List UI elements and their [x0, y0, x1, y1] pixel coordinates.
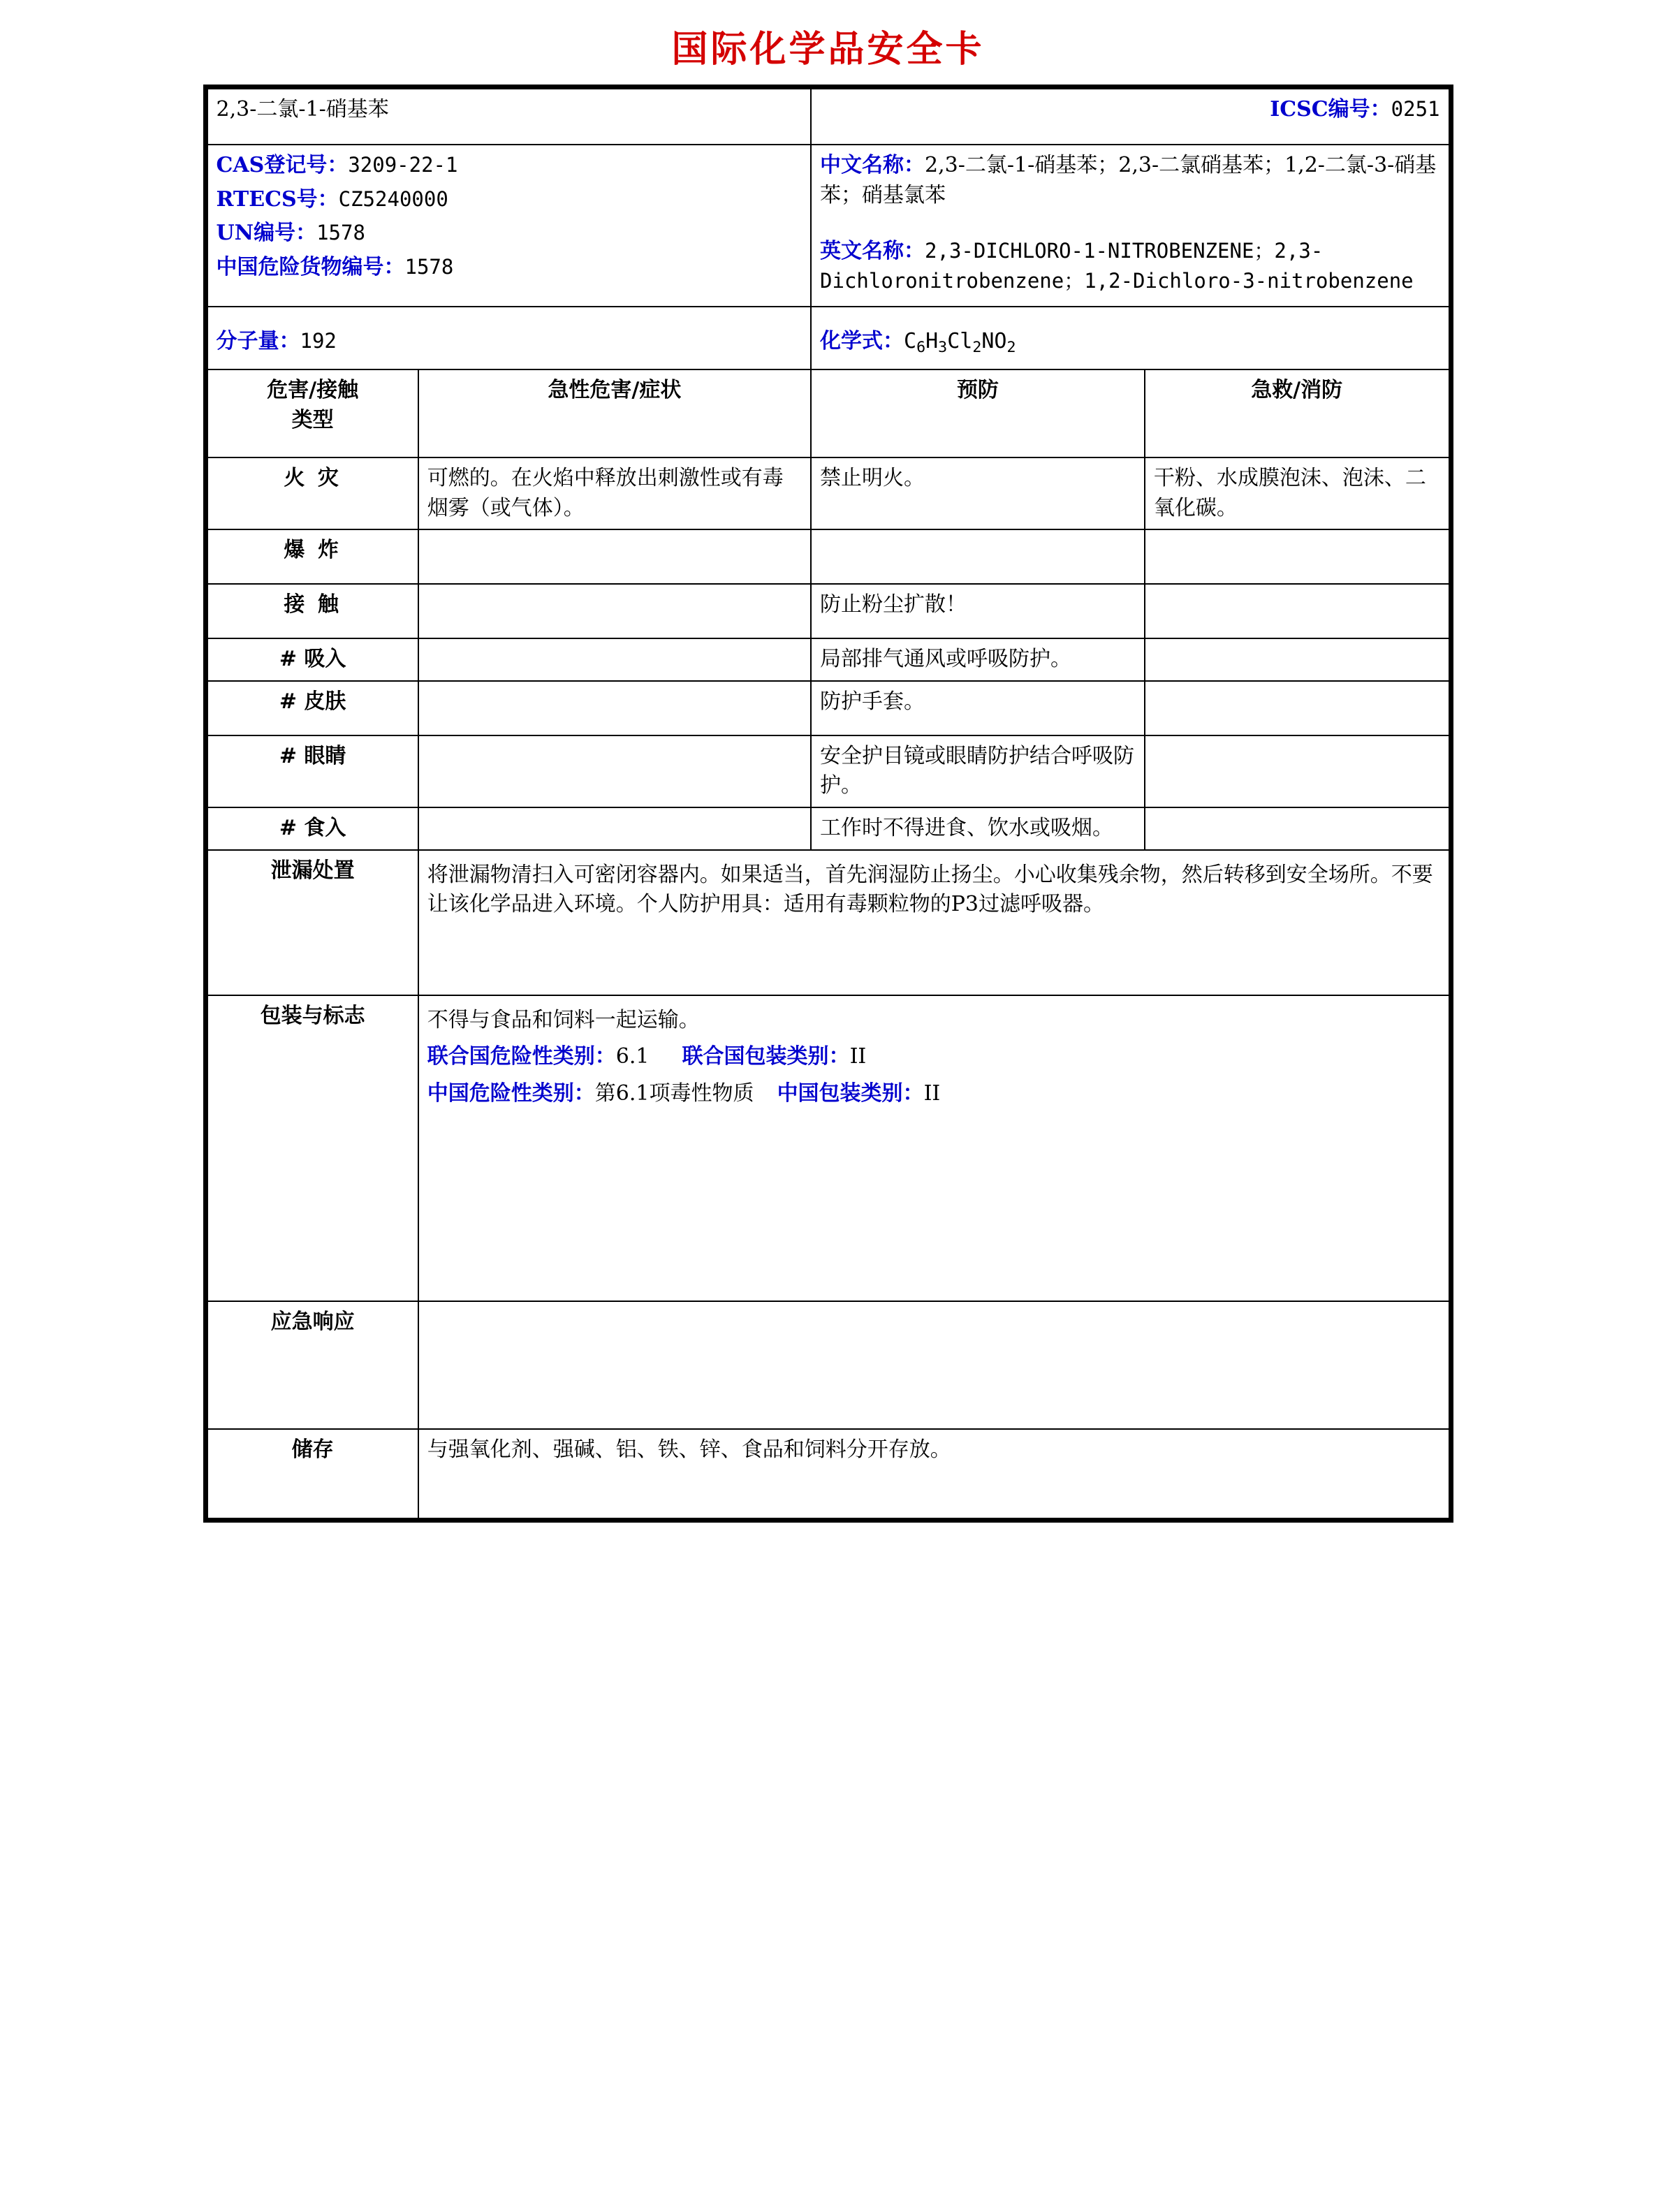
- emergency-text: [418, 1301, 1449, 1429]
- row-label-ingestion: # 食入: [207, 807, 418, 850]
- col-header-type-line1: 危害/接触: [267, 378, 359, 403]
- table-row: [207, 681, 1449, 735]
- eyes-prevention: 安全护目镜或眼睛防护结合呼吸防护。: [811, 735, 1145, 807]
- skin-prevention: 防护手套。: [811, 681, 1145, 735]
- exposure-prevention: 防止粉尘扩散！: [811, 584, 1145, 638]
- formula-cell: [811, 307, 1449, 369]
- packaging-row: [207, 995, 1449, 1301]
- icsc-table: [207, 88, 1450, 1519]
- cas-line: [217, 151, 803, 181]
- cn-danger-value: 1578: [404, 254, 454, 279]
- row-label-skin: # 皮肤: [207, 681, 418, 735]
- icsc-value: 0251: [1391, 97, 1440, 121]
- packaging-content: [418, 995, 1449, 1301]
- ingestion-firstaid: [1145, 807, 1449, 850]
- table-row: [207, 807, 1449, 850]
- row-label-emergency: 应急响应: [207, 1301, 418, 1429]
- col-header-prevention: 预防: [811, 369, 1145, 457]
- cn-pack-label: 中国包装类别：: [777, 1081, 924, 1106]
- cas-label: CAS登记号：: [216, 153, 349, 177]
- un-pack-value: II: [849, 1044, 867, 1069]
- row-label-packaging: 包装与标志: [207, 995, 418, 1301]
- row-label-spill: 泄漏处置: [207, 850, 418, 995]
- col-header-acute: 急性危害/症状: [418, 369, 811, 457]
- table-row: [207, 638, 1449, 681]
- eyes-firstaid: [1145, 735, 1449, 807]
- storage-row: [207, 1429, 1449, 1518]
- rtecs-label: RTECS号：: [216, 186, 339, 212]
- fire-acute: 可燃的。在火焰中释放出刺激性或有毒烟雾（或气体）。: [418, 457, 811, 529]
- spill-row: [207, 850, 1449, 995]
- skin-acute: [418, 681, 811, 735]
- explosion-prevention: [811, 529, 1145, 584]
- inhalation-firstaid: [1145, 638, 1449, 681]
- table-row: [207, 735, 1449, 807]
- rtecs-line: [217, 185, 803, 215]
- un-pack-label: 联合国包装类别：: [682, 1044, 850, 1069]
- exposure-acute: [418, 584, 811, 638]
- cn-danger-line: [217, 253, 803, 283]
- ingestion-acute: [418, 807, 811, 850]
- packaging-cn-line: [427, 1079, 1440, 1109]
- packaging-line1: 不得与食品和饲料一起运输。: [427, 1007, 700, 1032]
- un-hazard-label: 联合国危险性类别：: [427, 1044, 616, 1069]
- col-header-type-line2: 类型: [291, 407, 334, 432]
- substance-name: 2,3-二氯-1-硝基苯: [207, 89, 812, 145]
- row-label-eyes: # 眼睛: [207, 735, 418, 807]
- fire-prevention: 禁止明火。: [811, 457, 1145, 529]
- formula-row: [207, 307, 1449, 369]
- un-label: UN编号：: [216, 221, 317, 246]
- en-name-label: 英文名称：: [820, 239, 925, 264]
- storage-text: 与强氧化剂、强碱、铝、铁、锌、食品和饲料分开存放。: [418, 1429, 1449, 1518]
- identification-right: [811, 145, 1449, 307]
- emergency-row: [207, 1301, 1449, 1429]
- rtecs-value: CZ5240000: [338, 186, 448, 211]
- identification-row: [207, 145, 1449, 307]
- mw-value: 192: [300, 329, 337, 353]
- row-label-fire: 火 灾: [207, 457, 418, 529]
- explosion-acute: [418, 529, 811, 584]
- inhalation-acute: [418, 638, 811, 681]
- cn-hazard-value: 第6.1项毒性物质: [594, 1081, 754, 1106]
- cn-name-label: 中文名称：: [820, 153, 925, 177]
- molecular-weight-cell: [207, 307, 812, 369]
- cn-pack-value: II: [923, 1081, 941, 1106]
- icsc-label: ICSC编号：: [1270, 97, 1391, 122]
- icsc-card: [203, 85, 1453, 1523]
- eyes-acute: [418, 735, 811, 807]
- cn-hazard-label: 中国危险性类别：: [427, 1081, 595, 1106]
- ingestion-prevention: 工作时不得进食、饮水或吸烟。: [811, 807, 1145, 850]
- identification-left: [207, 145, 812, 307]
- skin-firstaid: [1145, 681, 1449, 735]
- cn-danger-label: 中国危险货物编号：: [216, 254, 405, 279]
- col-header-firstaid: 急救/消防: [1145, 369, 1449, 457]
- inhalation-prevention: 局部排气通风或呼吸防护。: [811, 638, 1145, 681]
- en-name-value: 2,3-DICHLORO-1-NITROBENZENE；2,3-Dichloronitrobenzene；1,2-Dichloro-3-nitrobenzene: [820, 239, 1414, 293]
- table-row: [207, 529, 1449, 584]
- table-row: [207, 457, 1449, 529]
- un-line: [217, 219, 803, 249]
- row-label-inhalation: # 吸入: [207, 638, 418, 681]
- col-header-type: [207, 369, 418, 457]
- packaging-un-line: [427, 1042, 1440, 1072]
- row-label-explosion: 爆 炸: [207, 529, 418, 584]
- mw-label: 分子量：: [216, 329, 300, 354]
- column-header-row: [207, 369, 1449, 457]
- cn-name-line: [820, 151, 1439, 210]
- formula-value: $C_6H_3Cl_2NO_2$: [904, 329, 1016, 357]
- explosion-firstaid: [1145, 529, 1449, 584]
- page-title: 国际化学品安全卡: [671, 28, 985, 71]
- row-label-exposure: 接 触: [207, 584, 418, 638]
- un-value: 1578: [316, 221, 365, 245]
- icsc-number-cell: [811, 89, 1449, 145]
- formula-label: 化学式：: [820, 329, 904, 354]
- spill-text: 将泄漏物清扫入可密闭容器内。如果适当，首先润湿防止扬尘。小心收集残余物，然后转移到安全场所。不要让该化学品进入环境。个人防护用具：适用有毒颗粒物的P3过滤呼吸器。: [418, 850, 1449, 995]
- un-hazard-value: 6.1: [615, 1044, 650, 1069]
- row-label-storage: 储存: [207, 1429, 418, 1518]
- en-name-line: [820, 237, 1439, 296]
- table-row: [207, 584, 1449, 638]
- card-header-row: [207, 89, 1449, 145]
- cas-value: 3209-22-1: [348, 153, 458, 177]
- spacer: [820, 214, 1439, 233]
- cn-name-value: 2,3-二氯-1-硝基苯；2,3-二氯硝基苯；1,2-二氯-3-硝基苯；硝基氯苯: [820, 153, 1437, 207]
- exposure-firstaid: [1145, 584, 1449, 638]
- fire-firstaid: 干粉、水成膜泡沫、泡沫、二氧化碳。: [1145, 457, 1449, 529]
